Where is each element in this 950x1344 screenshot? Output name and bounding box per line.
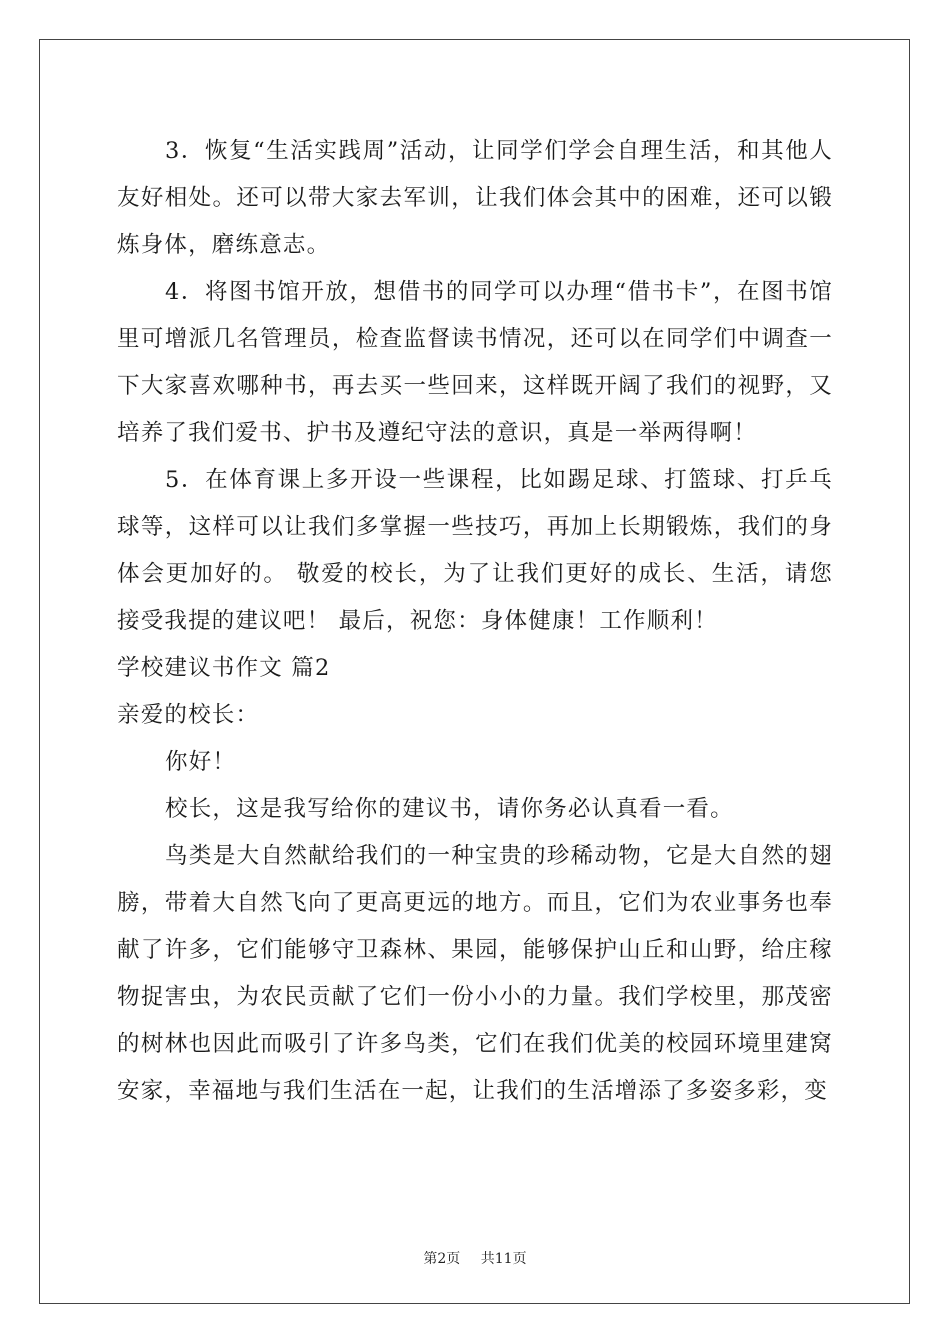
- section-heading: 学校建议书作文 篇2: [117, 655, 331, 681]
- document-body: [117, 128, 833, 1115]
- salutation: 亲爱的校长：: [117, 702, 260, 728]
- page-number: 第2页: [423, 1251, 461, 1267]
- paragraph-item-4: 4．将图书馆开放，想借书的同学可以办理“借书卡”，在图书馆里可增派几名管理员，检查监督读书情况，还可以在同学们中调查一下大家喜欢哪种书，再去买一些回来，这样既开阔了我们的视野，又培养了我们爱书、护书及遵纪守法的意识，真是一举两得啊！: [117, 279, 833, 446]
- paragraph-item-5: 5．在体育课上多开设一些课程，比如踢足球、打篮球、打乒乓球等，这样可以让我们多掌握一些技巧，再加上长期锻炼，我们的身体会更加好的。 敬爱的校长，为了让我们更好的成长、生活，请您接受我提的建议吧！ 最后，祝您：身体健康！工作顺利！: [117, 467, 833, 634]
- page-total: 共11页: [480, 1251, 527, 1267]
- body-paragraph: 鸟类是大自然献给我们的一种宝贵的珍稀动物，它是大自然的翅膀，带着大自然飞向了更高更远的地方。而且，它们为农业事务也奉献了许多，它们能够守卫森林、果园，能够保护山丘和山野，给庄稼物捉害虫，为农民贡献了它们一份小小的力量。我们学校里，那茂密的树林也因此而吸引了许多鸟类，它们在我们优美的校园环境里建窝安家，幸福地与我们生活在一起，让我们的生活增添了多姿多彩，变: [117, 843, 833, 1104]
- page-footer: [0, 1248, 950, 1268]
- intro-paragraph: 校长，这是我写给你的建议书，请你务必认真看一看。: [165, 796, 734, 822]
- paragraph-item-3: 3．恢复“生活实践周”活动，让同学们学会自理生活，和其他人友好相处。还可以带大家去军训，让我们体会其中的困难，还可以锻炼身体，磨练意志。: [117, 138, 833, 258]
- greeting: 你好！: [165, 749, 237, 775]
